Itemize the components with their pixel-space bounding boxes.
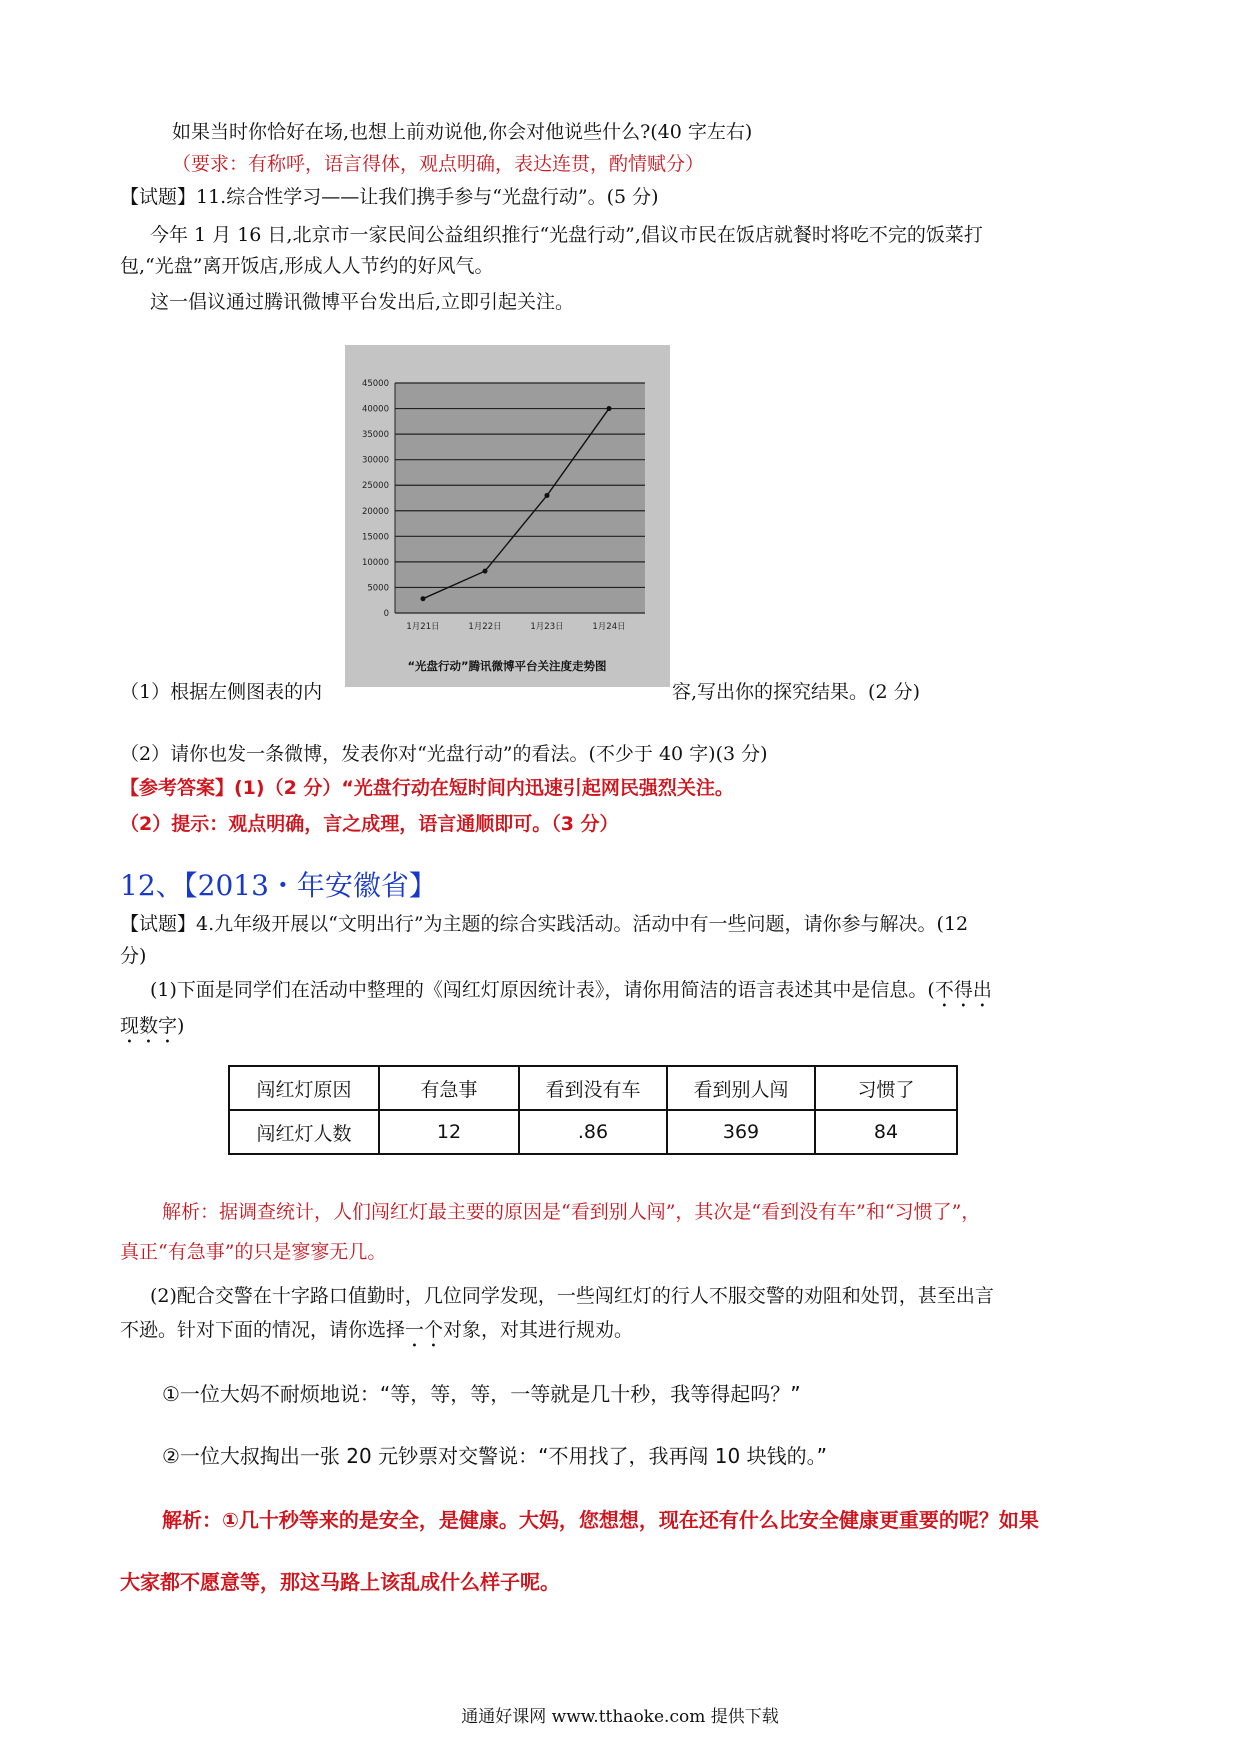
x-tick-label: 1月21日 [406, 622, 440, 632]
question-4-title-cont: 分) [120, 945, 147, 967]
part-2-emphasis: 一个 [405, 1319, 444, 1341]
part-2-instruction: (2)配合交警在十字路口值勤时，几位同学发现，一些闯红灯的行人不服交警的劝阻和处罚，甚至出言 [150, 1285, 994, 1307]
line-chart [345, 345, 670, 687]
x-tick-label: 1月22日 [468, 622, 502, 632]
table-cell: 看到别人闯 [667, 1066, 815, 1110]
y-tick-label: 30000 [361, 455, 389, 466]
question-11-text-1: 今年 1 月 16 日,北京市一家民间公益组织推行“光盘行动”,倡议市民在饭店就餐时将吃不完的饭菜打 [150, 224, 983, 246]
scenario-2: ②一位大叔掏出一张 20 元钞票对交警说：“不用找了，我再闯 10 块钱的。” [162, 1444, 827, 1468]
y-tick-label: 10000 [361, 557, 389, 568]
sub-question-2: （2）请你也发一条微博，发表你对“光盘行动”的看法。(不少于 40 字)(3 分) [120, 743, 768, 765]
question-11-title: 【试题】11.综合性学习——让我们携手参与“光盘行动”。(5 分) [120, 186, 659, 208]
part-1-instruction [150, 976, 1160, 1012]
analysis-2: 解析：①几十秒等来的是安全，是健康。大妈，您想想，现在还有什么比安全健康更重要的呢？如果 [162, 1508, 1039, 1532]
question-11-text-2: 包,“光盘”离开饭店,形成人人节约的好风气。 [120, 255, 494, 277]
y-tick-label: 35000 [361, 430, 389, 441]
analysis-2-cont: 大家都不愿意等，那这马路上该乱成什么样子呢。 [120, 1570, 560, 1594]
y-tick-label: 15000 [361, 532, 389, 543]
part-2-text-end: 对象，对其进行规劝。 [443, 1319, 634, 1341]
red-light-table [228, 1065, 958, 1155]
table-cell: 12 [379, 1110, 519, 1154]
y-tick-label: 25000 [361, 481, 389, 492]
data-point [545, 493, 550, 498]
table-header-row [229, 1066, 957, 1110]
part-1-emphasis-2: 现数字 [120, 1015, 178, 1037]
table-cell: 习惯了 [815, 1066, 957, 1110]
table-cell: 84 [815, 1110, 957, 1154]
table-cell: 有急事 [379, 1066, 519, 1110]
data-point [421, 596, 426, 601]
scenario-1: ①一位大妈不耐烦地说：“等，等，等，一等就是几十秒，我等得起吗？” [162, 1382, 801, 1406]
part-2-instruction-cont [120, 1316, 1130, 1352]
x-tick-label: 1月23日 [530, 622, 564, 632]
question-4-title: 【试题】4.九年级开展以“文明出行”为主题的综合实践活动。活动中有一些问题，请你参与解决。(12 [120, 913, 969, 935]
part-1-close: ) [177, 1015, 185, 1037]
part-1-text: (1)下面是同学们在活动中整理的《闯红灯原因统计表》，请你用简洁的语言表述其中是信息。( [150, 979, 935, 1001]
y-tick-label: 40000 [361, 404, 389, 415]
part-1-instruction-cont [120, 1012, 1130, 1048]
plot-area [395, 383, 645, 613]
y-tick-label: 5000 [367, 583, 389, 594]
data-point [607, 406, 612, 411]
table-cell: 闯红灯人数 [229, 1110, 379, 1154]
y-tick-label: 0 [383, 609, 389, 619]
answer-1: 【参考答案】(1)（2 分）“光盘行动在短时间内迅速引起网民强烈关注。 [120, 777, 734, 799]
prompt-line: 如果当时你恰好在场,也想上前劝说他,你会对他说些什么?(40 字左右) [172, 121, 753, 143]
chart-title: “光盘行动”腾讯微博平台关注度走势图 [407, 659, 607, 673]
part-1-emphasis: 不得出 [934, 979, 992, 1001]
table-cell: 看到没有车 [519, 1066, 667, 1110]
requirement-note: （要求：有称呼，语言得体，观点明确，表达连贯，酌情赋分） [172, 153, 705, 175]
table-row [229, 1110, 957, 1154]
part-2-text: 不逊。针对下面的情况，请你选择 [120, 1319, 406, 1341]
chart-photo [345, 345, 670, 687]
y-tick-label: 45000 [361, 379, 389, 389]
table-cell: .86 [519, 1110, 667, 1154]
question-11-text-3: 这一倡议通过腾讯微博平台发出后,立即引起关注。 [150, 291, 575, 313]
section-heading: 12、【2013・年安徽省】 [120, 869, 437, 902]
footer: 通通好课网 www.tthaoke.com 提供下载 [461, 1707, 779, 1727]
sub-question-1-a: （1）根据左侧图表的内 [120, 681, 323, 703]
data-point [483, 569, 488, 574]
table-cell: 369 [667, 1110, 815, 1154]
answer-2: （2）提示：观点明确，言之成理，语言通顺即可。（3 分） [120, 813, 619, 835]
analysis-1-cont: 真正“有急事”的只是寥寥无几。 [120, 1241, 387, 1263]
y-tick-label: 20000 [361, 506, 389, 517]
analysis-1: 解析：据调查统计，人们闯红灯最主要的原因是“看到别人闯”，其次是“看到没有车”和“习惯了”， [162, 1201, 981, 1223]
sub-question-1-b: 容,写出你的探究结果。(2 分) [672, 681, 920, 703]
x-tick-label: 1月24日 [592, 622, 626, 632]
table-cell: 闯红灯原因 [229, 1066, 379, 1110]
